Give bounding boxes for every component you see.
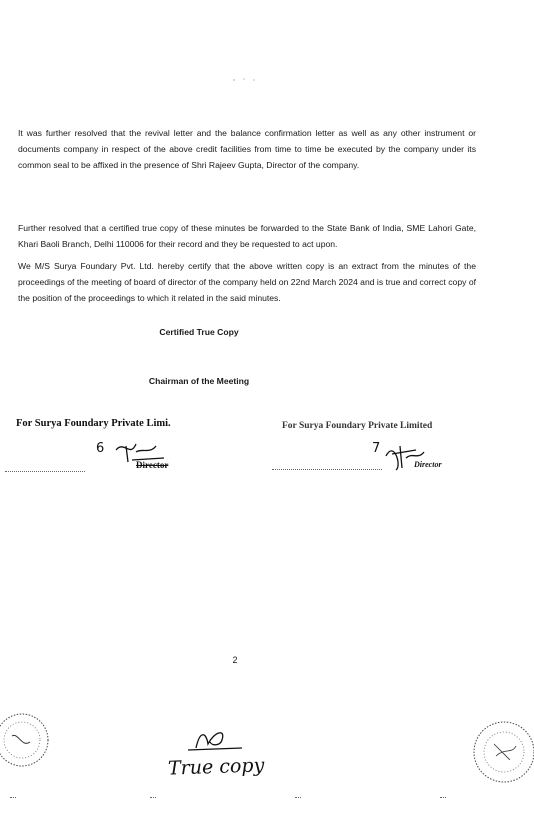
left-seal-icon [0, 706, 52, 776]
handwritten-true-copy: True copy [167, 754, 265, 780]
left-stamp-company: For Surya Foundary Private Limi. [16, 418, 171, 429]
footer-dot-1 [10, 797, 16, 798]
resolution-paragraph-1: It was further resolved that the revival letter and the balance confirmation letter as well as any other instrument or documents company in respect of the above credit facilities from time to time be executed by the company under its common seal to be affixed in the presence of Shri Rajeev Gupta, Director of the company. [18, 128, 476, 170]
footer-dot-2 [150, 797, 156, 798]
handwritten-initial-icon [186, 726, 246, 756]
right-seal-icon [460, 720, 534, 790]
certified-true-copy-heading: Certified True Copy [159, 327, 239, 337]
chairman-heading: Chairman of the Meeting [148, 376, 250, 386]
top-smudge [232, 70, 262, 74]
left-stamp-role: Director [136, 460, 169, 470]
right-signature-line [272, 469, 382, 470]
right-signature-icon [372, 436, 442, 476]
left-signature-line [5, 471, 85, 472]
footer-dot-4 [440, 797, 446, 798]
page-number: 2 [232, 655, 238, 665]
right-stamp-role: Director [414, 460, 442, 469]
svg-text:6: 6 [96, 441, 105, 456]
svg-text:7: 7 [372, 441, 381, 456]
right-stamp-company: For Surya Foundary Private Limited [282, 421, 433, 431]
certification-paragraph: We M/S Surya Foundary Pvt. Ltd. hereby certify that the above written copy is an extract from the minutes of the proceedings of the meeting of board of director of the company held on 22nd March 2024 and is true and correct copy of the position of the proceedings to which it related in the said minutes. [18, 261, 476, 303]
resolution-paragraph-2: Further resolved that a certified true copy of these minutes be forwarded to the State Bank of India, SME Lahori Gate, Khari Baoli Branch, Delhi 110006 for their record and they be requested to act upon. [18, 223, 476, 249]
footer-dot-3 [295, 797, 301, 798]
